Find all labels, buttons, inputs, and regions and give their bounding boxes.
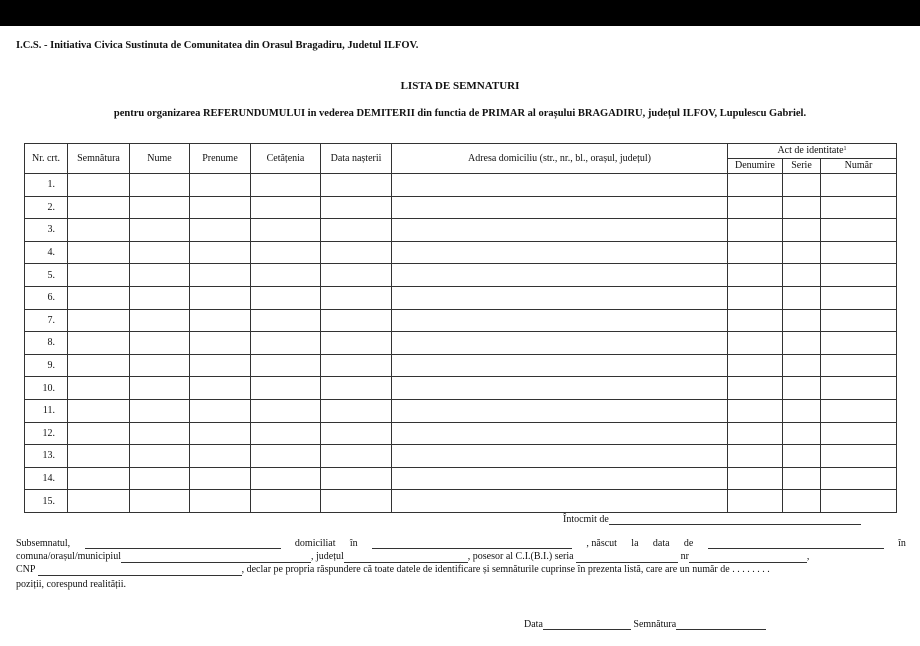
id-number-field[interactable] — [689, 552, 807, 563]
table-cell[interactable] — [130, 309, 190, 332]
row-number: 7. — [25, 309, 68, 332]
name-field[interactable] — [85, 538, 281, 549]
table-cell[interactable] — [251, 241, 321, 264]
table-cell[interactable] — [392, 490, 728, 513]
table-cell[interactable] — [321, 467, 392, 490]
table-cell[interactable] — [728, 490, 783, 513]
table-cell[interactable] — [130, 354, 190, 377]
table-cell[interactable] — [728, 332, 783, 355]
table-cell[interactable] — [783, 422, 821, 445]
table-cell[interactable] — [821, 377, 897, 400]
table-cell[interactable] — [821, 241, 897, 264]
table-cell[interactable] — [783, 332, 821, 355]
table-cell[interactable] — [190, 264, 251, 287]
table-cell[interactable] — [392, 445, 728, 468]
table-cell[interactable] — [728, 174, 783, 197]
table-cell[interactable] — [190, 399, 251, 422]
row-number: 15. — [25, 490, 68, 513]
table-cell[interactable] — [392, 219, 728, 242]
table-cell[interactable] — [783, 286, 821, 309]
table-cell[interactable] — [251, 174, 321, 197]
table-cell[interactable] — [392, 241, 728, 264]
table-cell[interactable] — [821, 445, 897, 468]
table-cell[interactable] — [783, 264, 821, 287]
table-cell[interactable] — [321, 399, 392, 422]
document-subtitle: pentru organizarea REFERUNDUMULUI in vederea DEMITERII din functia de PRIMAR al orașului BRAGADIRU, județul ILFOV, Lupulescu Gabriel. — [113, 108, 807, 119]
table-cell[interactable] — [783, 490, 821, 513]
table-cell[interactable] — [130, 219, 190, 242]
table-cell[interactable] — [130, 332, 190, 355]
table-cell[interactable] — [821, 264, 897, 287]
row-number: 5. — [25, 264, 68, 287]
table-row — [25, 286, 897, 309]
col-data-nasterii: Data nașterii — [321, 144, 392, 174]
table-row — [25, 174, 897, 197]
table-cell[interactable] — [68, 467, 130, 490]
decl-posesor: , posesor al C.I.(B.I.) seria — [467, 551, 574, 562]
table-cell[interactable] — [251, 332, 321, 355]
decl-judetul: , județul — [310, 551, 344, 562]
row-number: 2. — [25, 196, 68, 219]
footer-data-label: Data — [524, 619, 543, 630]
decl-pozitii: poziții, corespund realității. — [16, 579, 126, 590]
table-cell[interactable] — [321, 219, 392, 242]
table-cell[interactable] — [251, 490, 321, 513]
decl-in-2: în — [898, 538, 906, 549]
table-cell[interactable] — [392, 174, 728, 197]
id-series-field[interactable] — [576, 552, 678, 563]
col-serie: Serie — [783, 159, 821, 174]
date-field[interactable] — [543, 619, 631, 630]
decl-nascut: , născut — [586, 538, 617, 549]
table-cell[interactable] — [130, 174, 190, 197]
intocmit-label: Întocmit de — [563, 514, 609, 525]
table-cell[interactable] — [130, 445, 190, 468]
table-cell[interactable] — [190, 174, 251, 197]
row-number: 4. — [25, 241, 68, 264]
table-cell[interactable] — [783, 219, 821, 242]
table-cell[interactable] — [321, 196, 392, 219]
table-cell[interactable] — [728, 467, 783, 490]
table-cell[interactable] — [190, 445, 251, 468]
table-cell[interactable] — [821, 309, 897, 332]
table-cell[interactable] — [728, 219, 783, 242]
signature-table — [24, 143, 897, 513]
table-cell[interactable] — [321, 309, 392, 332]
table-cell[interactable] — [321, 354, 392, 377]
table-cell[interactable] — [728, 241, 783, 264]
decl-domiciliat: domiciliat — [294, 538, 336, 549]
table-row — [25, 354, 897, 377]
table-cell[interactable] — [68, 241, 130, 264]
table-cell[interactable] — [783, 467, 821, 490]
table-cell[interactable] — [190, 354, 251, 377]
table-cell[interactable] — [392, 399, 728, 422]
table-cell[interactable] — [392, 354, 728, 377]
table-cell[interactable] — [321, 377, 392, 400]
table-row — [25, 264, 897, 287]
decl-nr: nr — [680, 551, 689, 562]
table-cell[interactable] — [190, 490, 251, 513]
row-number: 1. — [25, 174, 68, 197]
declaration-line-3 — [16, 564, 906, 576]
row-number: 11. — [25, 399, 68, 422]
table-row — [25, 467, 897, 490]
table-cell[interactable] — [728, 309, 783, 332]
table-cell[interactable] — [251, 264, 321, 287]
table-row — [25, 445, 897, 468]
table-cell[interactable] — [190, 309, 251, 332]
decl-cnp: CNP — [16, 564, 36, 575]
table-cell[interactable] — [821, 354, 897, 377]
table-cell[interactable] — [68, 219, 130, 242]
table-cell[interactable] — [251, 445, 321, 468]
table-cell[interactable] — [728, 286, 783, 309]
declaration-line-1 — [16, 538, 906, 550]
col-adresa: Adresa domiciliu (str., nr., bl., orașul, județul) — [392, 144, 728, 174]
table-cell[interactable] — [321, 264, 392, 287]
table-cell[interactable] — [783, 174, 821, 197]
table-cell[interactable] — [783, 196, 821, 219]
table-cell[interactable] — [728, 264, 783, 287]
table-cell[interactable] — [68, 445, 130, 468]
table-cell[interactable] — [68, 354, 130, 377]
table-cell[interactable] — [130, 264, 190, 287]
table-cell[interactable] — [821, 399, 897, 422]
table-row — [25, 219, 897, 242]
table-cell[interactable] — [728, 377, 783, 400]
row-number: 6. — [25, 286, 68, 309]
county-field[interactable] — [344, 552, 468, 563]
table-cell[interactable] — [321, 445, 392, 468]
intocmit-de — [563, 514, 861, 525]
row-number: 12. — [25, 422, 68, 445]
table-cell[interactable] — [392, 286, 728, 309]
row-number: 8. — [25, 332, 68, 355]
table-row — [25, 399, 897, 422]
table-cell[interactable] — [251, 422, 321, 445]
table-cell[interactable] — [251, 354, 321, 377]
table-cell[interactable] — [392, 467, 728, 490]
col-nr-crt: Nr. crt. — [25, 144, 68, 174]
table-cell[interactable] — [728, 445, 783, 468]
table-cell[interactable] — [821, 422, 897, 445]
locality-field[interactable] — [121, 552, 311, 563]
table-cell[interactable] — [251, 309, 321, 332]
document-title: LISTA DE SEMNATURI — [400, 80, 520, 92]
table-cell[interactable] — [130, 196, 190, 219]
table-cell[interactable] — [321, 241, 392, 264]
table-cell[interactable] — [783, 399, 821, 422]
table-cell[interactable] — [321, 286, 392, 309]
table-cell[interactable] — [321, 332, 392, 355]
table-cell[interactable] — [68, 332, 130, 355]
table-cell[interactable] — [392, 196, 728, 219]
footer-signature — [524, 619, 766, 630]
table-row — [25, 422, 897, 445]
table-cell[interactable] — [68, 399, 130, 422]
table-row — [25, 309, 897, 332]
table-row — [25, 377, 897, 400]
table-cell[interactable] — [130, 377, 190, 400]
declaration-line-2 — [16, 551, 906, 563]
table-cell[interactable] — [130, 399, 190, 422]
table-row — [25, 241, 897, 264]
decl-comuna: comuna/orașul/municipiul — [16, 551, 121, 562]
table-cell[interactable] — [783, 354, 821, 377]
decl-de: de — [683, 538, 694, 549]
row-number: 9. — [25, 354, 68, 377]
col-semnatura: Semnătura — [68, 144, 130, 174]
col-cetatenia: Cetățenia — [251, 144, 321, 174]
table-cell[interactable] — [190, 377, 251, 400]
decl-la: la — [631, 538, 639, 549]
table-cell[interactable] — [392, 377, 728, 400]
table-cell[interactable] — [190, 332, 251, 355]
table-cell[interactable] — [190, 241, 251, 264]
table-cell[interactable] — [130, 286, 190, 309]
table-cell[interactable] — [821, 286, 897, 309]
col-numar: Număr — [821, 159, 897, 174]
table-cell[interactable] — [190, 219, 251, 242]
table-cell[interactable] — [728, 422, 783, 445]
table-cell[interactable] — [68, 174, 130, 197]
table-cell[interactable] — [392, 264, 728, 287]
table-cell[interactable] — [68, 264, 130, 287]
table-cell[interactable] — [68, 490, 130, 513]
table-cell[interactable] — [392, 422, 728, 445]
table-cell[interactable] — [821, 467, 897, 490]
organization-header: I.C.S. - Initiativa Civica Sustinuta de Comunitatea din Orasul Bragadiru, Judetul ILFOV. — [16, 40, 419, 51]
table-cell[interactable] — [130, 490, 190, 513]
table-cell[interactable] — [392, 332, 728, 355]
table-cell[interactable] — [190, 196, 251, 219]
table-cell[interactable] — [821, 196, 897, 219]
birth-date-field[interactable] — [708, 538, 884, 549]
table-cell[interactable] — [783, 445, 821, 468]
row-number: 13. — [25, 445, 68, 468]
table-cell[interactable] — [251, 377, 321, 400]
table-cell[interactable] — [190, 422, 251, 445]
table-cell[interactable] — [821, 174, 897, 197]
table-cell[interactable] — [783, 241, 821, 264]
table-cell[interactable] — [190, 286, 251, 309]
decl-in-1: în — [349, 538, 358, 549]
table-cell[interactable] — [68, 309, 130, 332]
decl-data: data — [652, 538, 670, 549]
table-cell[interactable] — [130, 241, 190, 264]
row-number: 10. — [25, 377, 68, 400]
intocmit-line[interactable] — [609, 514, 861, 525]
table-cell[interactable] — [251, 286, 321, 309]
row-number: 14. — [25, 467, 68, 490]
decl-comma: , — [806, 551, 810, 562]
table-cell[interactable] — [68, 422, 130, 445]
col-denumire: Denumire — [728, 159, 783, 174]
table-cell[interactable] — [130, 422, 190, 445]
col-prenume: Prenume — [190, 144, 251, 174]
table-cell[interactable] — [321, 174, 392, 197]
table-cell[interactable] — [821, 219, 897, 242]
table-row — [25, 490, 897, 513]
table-cell[interactable] — [68, 286, 130, 309]
table-cell[interactable] — [821, 490, 897, 513]
footer-semnatura-label: Semnătura — [633, 619, 677, 630]
table-cell[interactable] — [728, 196, 783, 219]
table-cell[interactable] — [392, 309, 728, 332]
signature-field[interactable] — [676, 619, 766, 630]
table-cell[interactable] — [251, 219, 321, 242]
table-cell[interactable] — [68, 377, 130, 400]
col-nume: Nume — [130, 144, 190, 174]
table-cell[interactable] — [728, 399, 783, 422]
act-footnote: 1 — [843, 146, 847, 152]
table-cell[interactable] — [68, 196, 130, 219]
table-cell[interactable] — [783, 377, 821, 400]
col-act-identitate — [728, 144, 897, 159]
cnp-field[interactable] — [38, 565, 242, 576]
top-bar — [0, 0, 920, 26]
declaration-line-4 — [16, 579, 906, 591]
table-row — [25, 332, 897, 355]
table-cell[interactable] — [251, 467, 321, 490]
address-field[interactable] — [372, 538, 572, 549]
decl-subsemnatul: Subsemnatul, — [16, 538, 71, 549]
table-cell[interactable] — [251, 196, 321, 219]
table-cell[interactable] — [251, 399, 321, 422]
table-cell[interactable] — [783, 309, 821, 332]
table-cell[interactable] — [728, 354, 783, 377]
act-label: Act de identitate — [777, 145, 844, 156]
row-number: 3. — [25, 219, 68, 242]
table-cell[interactable] — [130, 467, 190, 490]
table-cell[interactable] — [821, 332, 897, 355]
table-cell[interactable] — [321, 422, 392, 445]
table-row — [25, 196, 897, 219]
table-cell[interactable] — [190, 467, 251, 490]
decl-declar: , declar pe propria răspundere că toate datele de identificare și semnăturile cuprinse în prezenta listă, care are un număr de . . . . . . . . — [241, 564, 770, 575]
table-cell[interactable] — [321, 490, 392, 513]
